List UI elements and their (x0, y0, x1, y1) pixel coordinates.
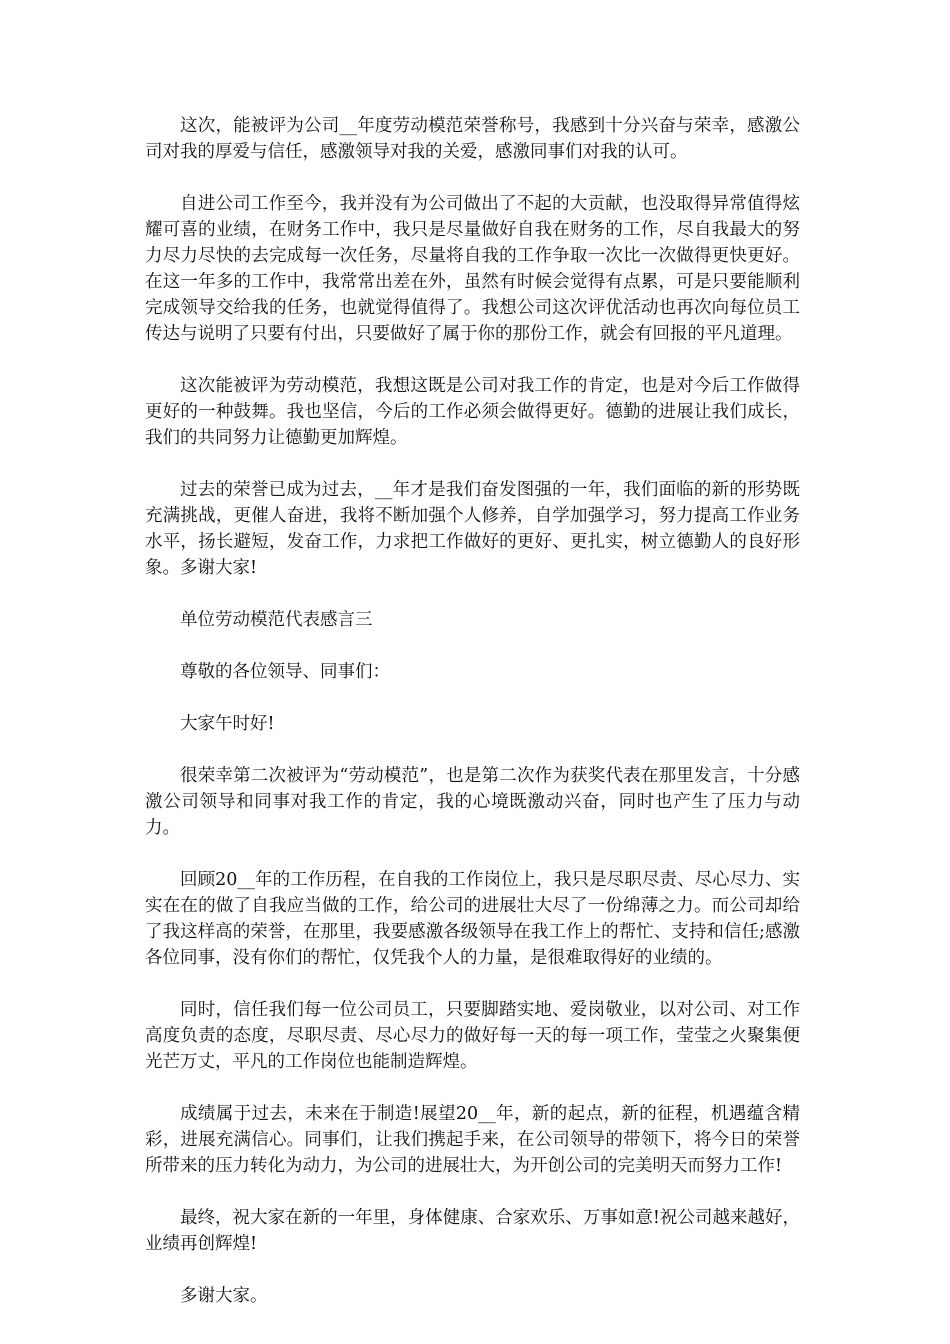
paragraph-1: 这次，能被评为公司__年度劳动模范荣誉称号，我感到十分兴奋与荣幸，感激公司对我的厚爱与信任，感激领导对我的关爱，感激同事们对我的认可。 (145, 116, 800, 162)
paragraph-8: 很荣幸第二次被评为“劳动模范”，也是第二次作为获奖代表在那里发言，十分感激公司领导和同事对我工作的肯定，我的心境既激动兴奋，同时也产生了压力与动力。 (145, 766, 800, 838)
section-heading: 单位劳动模范代表感言三 (180, 610, 373, 630)
salutation: 尊敬的各位领导、同事们： (180, 662, 390, 682)
paragraph-3: 这次能被评为劳动模范，我想这既是公司对我工作的肯定，也是对今后工作做得更好的一种鼓舞。我也坚信，今后的工作必须会做得更好。德勤的进展让我们成长，我们的共同努力让德勤更加辉煌。 (145, 376, 800, 448)
greeting: 大家午时好! (180, 714, 275, 734)
document-page (145, 113, 800, 1335)
paragraph-9: 回顾20__年的工作历程，在自我的工作岗位上，我只是尽职尽责、尽心尽力、实实在在的做了自我应当做的工作，给公司的进展壮大尽了一份绵薄之力。而公司却给了我这样高的荣誉，在那里，我要感激各级领导在我工作上的帮忙、支持和信任;感激各位同事，没有你们的帮忙，仅凭我个人的力量，是很难取得好的业绩的。 (145, 870, 800, 968)
paragraph-2: 自进公司工作至今，我并没有为公司做出了不起的大贡献，也没取得异常值得炫耀可喜的业绩，在财务工作中，我只是尽量做好自我在财务的工作，尽自我最大的努力尽力尽快的去完成每一次任务，尽量将自我的工作争取一次比一次做得更快更好。在这一年多的工作中，我常常出差在外，虽然有时候会觉得有点累，可是只要能顺利完成领导交给我的任务，也就觉得值得了。我想公司这次评优活动也再次向每位员工传达与说明了只要有付出，只要做好了属于你的那份工作，就会有回报的平凡道理。 (145, 194, 800, 344)
paragraph-12: 最终，祝大家在新的一年里，身体健康、合家欢乐、万事如意!祝公司越来越好，业绩再创辉煌! (145, 1208, 800, 1254)
paragraph-4: 过去的荣誉已成为过去，__年才是我们奋发图强的一年，我们面临的新的形势既充满挑战，更催人奋进，我将不断加强个人修养，自学加强学习，努力提高工作业务水平，扬长避短，发奋工作，力求把工作做好的更好、更扎实，树立德勤人的良好形象。多谢大家! (145, 480, 800, 578)
paragraph-11: 成绩属于过去，未来在于制造!展望20__年，新的起点，新的征程，机遇蕴含精彩，进展充满信心。同事们，让我们携起手来，在公司领导的带领下，将今日的荣誉所带来的压力转化为动力，为公司的进展壮大，为开创公司的完美明天而努力工作! (145, 1104, 800, 1176)
closing: 多谢大家。 (180, 1286, 268, 1306)
paragraph-10: 同时，信任我们每一位公司员工，只要脚踏实地、爱岗敬业，以对公司、对工作高度负责的态度，尽职尽责、尽心尽力的做好每一天的每一项工作，莹莹之火聚集便光芒万丈，平凡的工作岗位也能制造辉煌。 (145, 1000, 800, 1072)
